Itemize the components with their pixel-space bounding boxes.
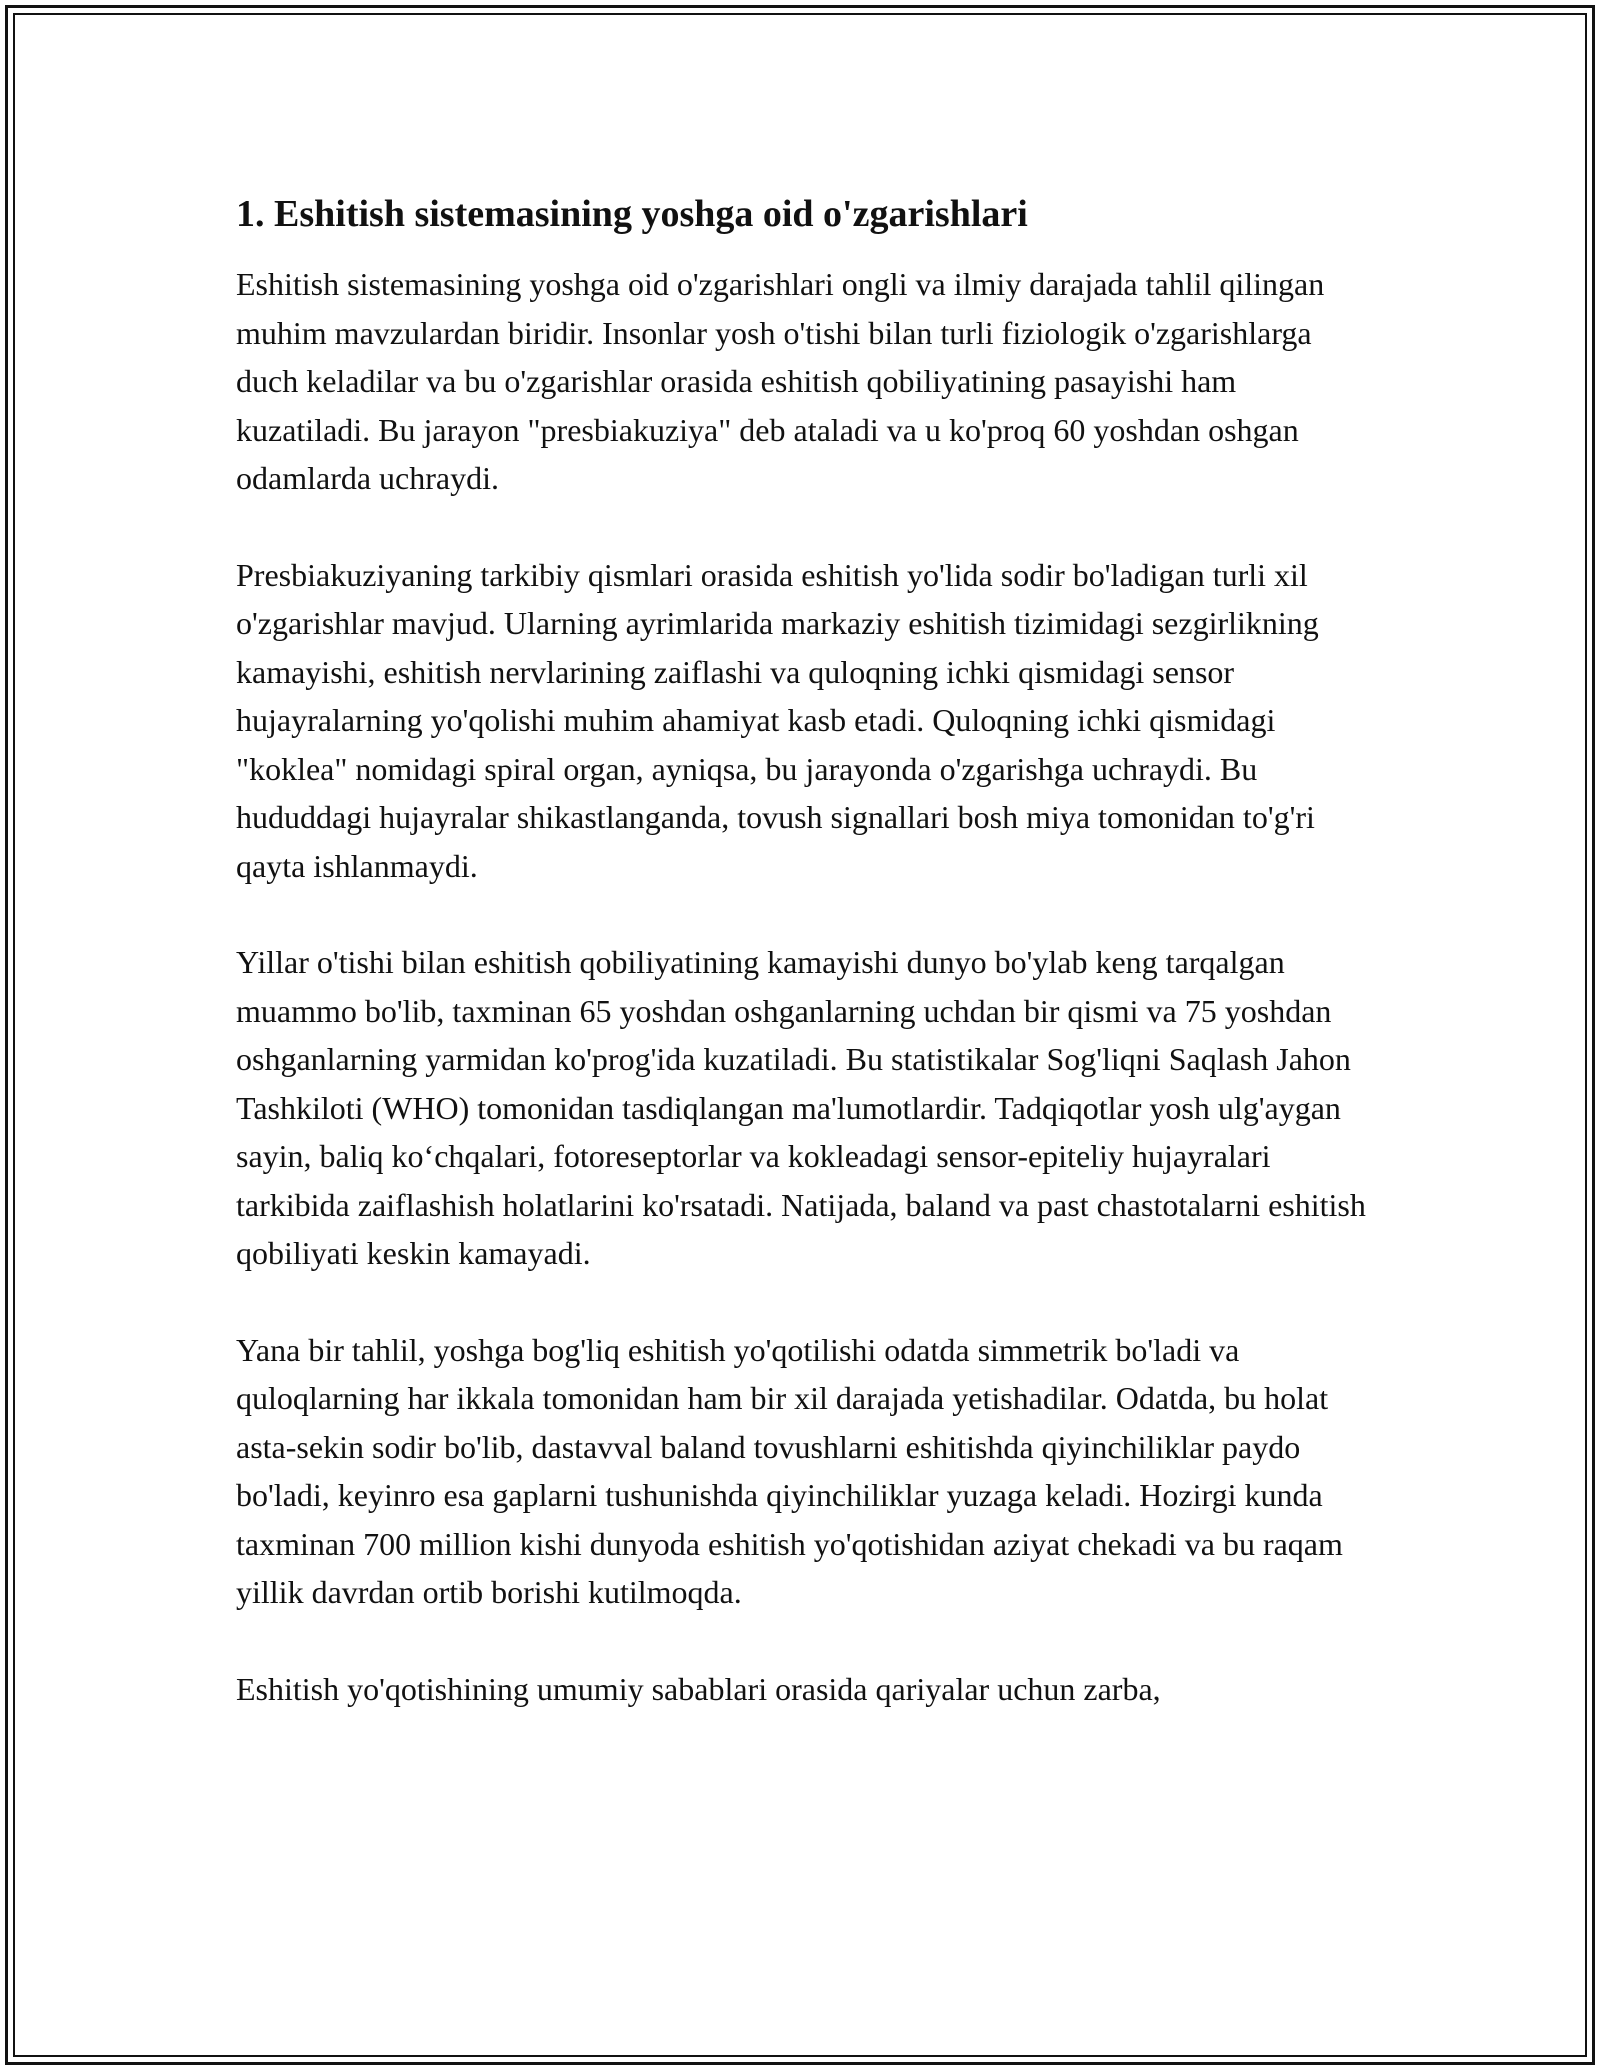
paragraph-5: Eshitish yo'qotishining umumiy sabablari orasida qariyalar uchun zarba, <box>236 1670 1161 1707</box>
paragraph-4: Yana bir tahlil, yoshga bog'liq eshitish yo'qotilishi odatda simmetrik bo'ladi va quloqlarning har ikkala tomonidan ham bir xil darajada yetishadilar. Odatda, bu holat asta-sekin sodir bo'lib, dastavval baland tovushlarni eshitishda qiyinchiliklar paydo bo'ladi, keyinro esa gaplarni tushunishda qiyinchiliklar yuzaga keladi. Hozirgi kunda taxminan 700 million kishi dunyoda eshitish yo'qotishidan aziyat chekadi va bu raqam yillik davrdan ortib borishi kutilmoqda. <box>236 1331 1343 1610</box>
document-body <box>236 188 1366 1761</box>
paragraph-2: Presbiakuziyaning tarkibiy qismlari orasida eshitish yo'lida sodir bo'ladigan turli xil o'zgarishlar mavjud. Ularning ayrimlarida markaziy eshitish tizimidagi sezgirlikning kamayishi, eshitish nervlarining zaiflashi va quloqning ichki qismidagi sensor hujayralarning yo'qolishi muhim ahamiyat kasb etadi. Quloqning ichki qismidagi "koklea" nomidagi spiral organ, ayniqsa, bu jarayonda o'zgarishga uchraydi. Bu hududdagi hujayralar shikastlanganda, tovush signallari bosh miya tomonidan to'g'ri qayta ishlanmaydi. <box>236 556 1319 884</box>
paragraph-1: Eshitish sistemasining yoshga oid o'zgarishlari ongli va ilmiy darajada tahlil qilingan muhim mavzulardan biridir. Insonlar yosh o'tishi bilan turli fiziologik o'zgarishlarga duch keladilar va bu o'zgarishlar orasida eshitish qobiliyatining pasayishi ham kuzatiladi. Bu jarayon "presbiakuziya" deb ataladi va u ko'proq 60 yoshdan oshgan odamlarda uchraydi. <box>236 266 1325 496</box>
section-heading: 1. Eshitish sistemasining yoshga oid o'zgarishlari <box>236 193 1028 235</box>
paragraph-3: Yillar o'tishi bilan eshitish qobiliyatining kamayishi dunyo bo'ylab keng tarqalgan muammo bo'lib, taxminan 65 yoshdan oshganlarning uchdan bir qismi va 75 yoshdan oshganlarning yarmidan ko'prog'ida kuzatiladi. Bu statistikalar Sog'liqni Saqlash Jahon Tashkiloti (WHO) tomonidan tasdiqlangan ma'lumotlardir. Tadqiqotlar yosh ulg'aygan sayin, baliq ko‘chqalari, fotoreseptorlar va kokleadagi sensor-epiteliy hujayralari tarkibida zaiflashish holatlarini ko'rsatadi. Natijada, baland va past chastotalarni eshitish qobiliyati keskin kamayadi. <box>236 944 1366 1271</box>
